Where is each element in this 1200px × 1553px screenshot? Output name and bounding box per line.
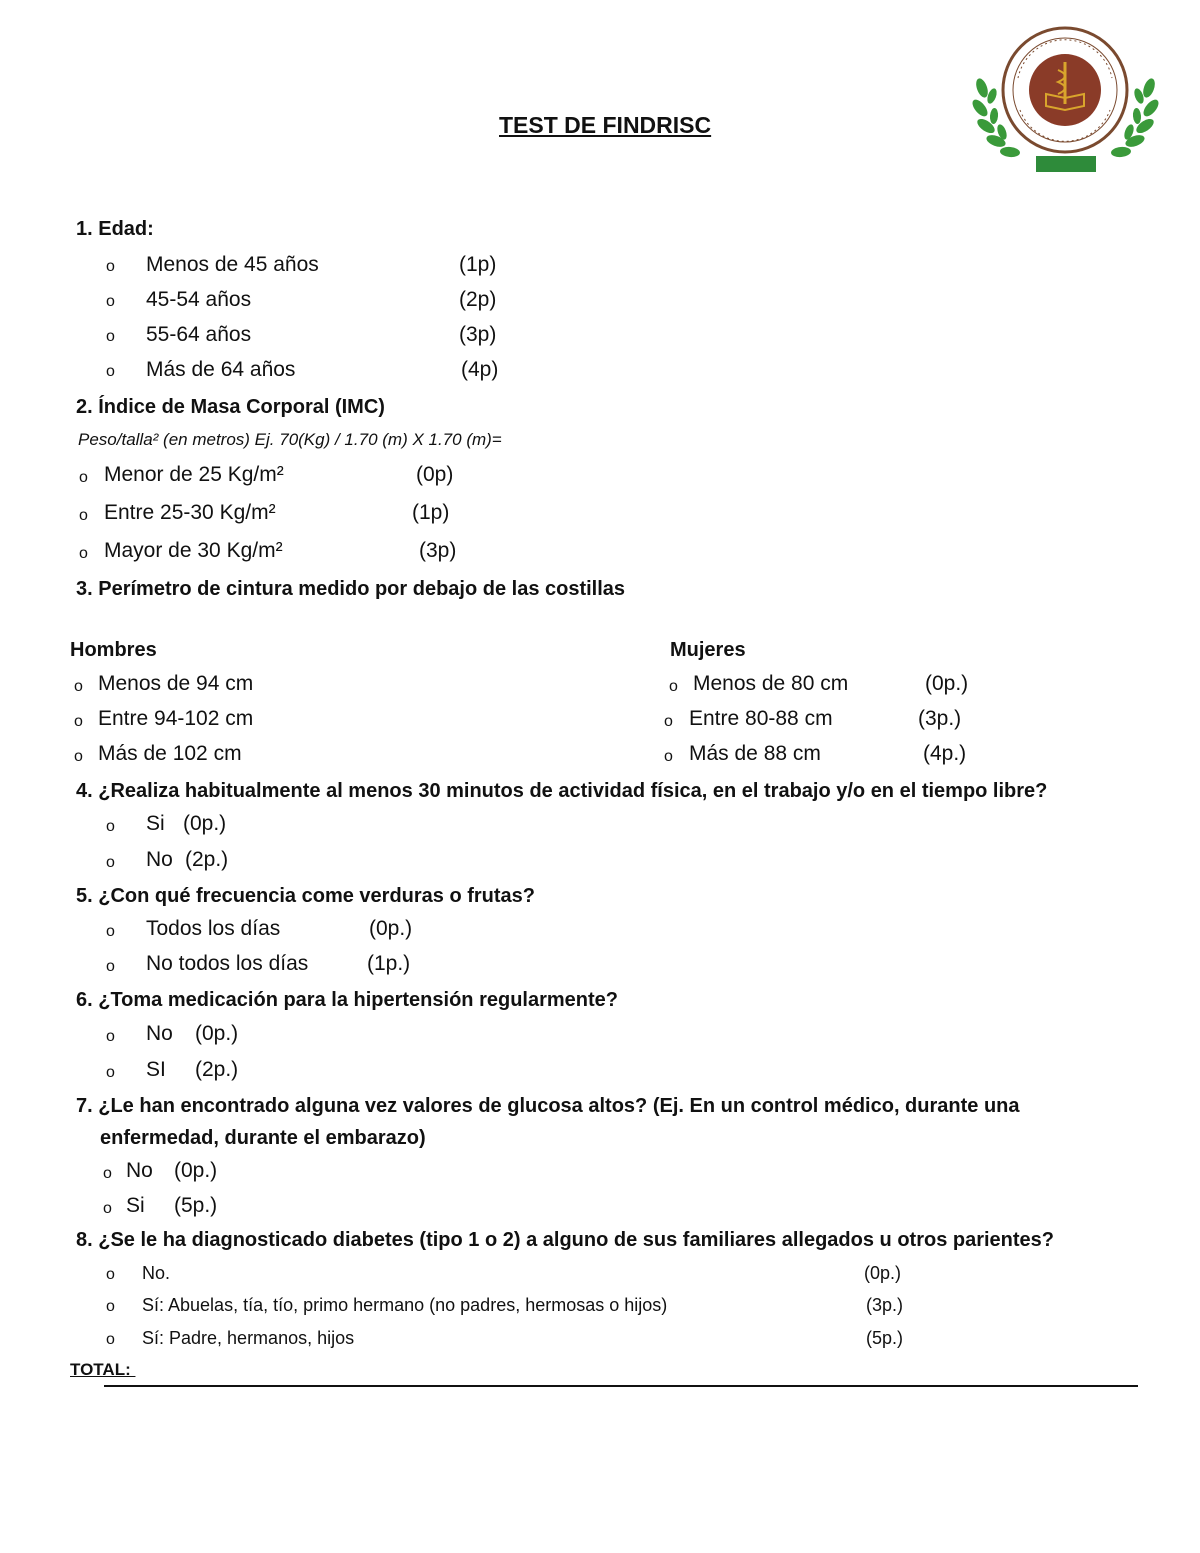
bullet-icon: o: [74, 713, 83, 730]
bullet-icon: o: [106, 854, 115, 871]
page-title: TEST DE FINDRISC: [499, 112, 712, 138]
bullet-icon: o: [664, 713, 673, 730]
q1-option-points: (3p): [459, 323, 497, 346]
q8-option-label: Sí: Padre, hermanos, hijos: [142, 1328, 355, 1348]
q1-option-label: 55-64 años: [146, 323, 252, 346]
q6-option-label: No: [146, 1022, 173, 1045]
q1-option-label: Más de 64 años: [146, 358, 296, 381]
q8-option-label: Sí: Abuelas, tía, tío, primo hermano (no padres, hermosas o hijos): [142, 1295, 668, 1315]
bullet-icon: o: [106, 293, 115, 310]
bullet-icon: o: [106, 958, 115, 975]
q2-option-points: (3p): [419, 539, 457, 562]
bullet-icon: o: [103, 1165, 112, 1182]
bullet-icon: o: [106, 328, 115, 345]
q4-title: 4. ¿Realiza habitualmente al menos 30 minutos de actividad física, en el trabajo y/o en el tiempo libre?: [76, 780, 1048, 802]
q1-option-label: Menos de 45 años: [146, 253, 319, 276]
mujeres-option-points: (0p.): [925, 672, 969, 695]
mujeres-option-points: (3p.): [918, 707, 962, 730]
q8-option-points: (5p.): [866, 1328, 904, 1348]
bullet-icon: o: [74, 678, 83, 695]
bullet-icon: o: [103, 1200, 112, 1217]
q1-option-points: (1p): [459, 253, 497, 276]
q8-option-label: No.: [142, 1263, 171, 1283]
bullet-icon: o: [106, 1028, 115, 1045]
q6-option-points: (0p.): [195, 1022, 239, 1045]
mujeres-option-label: Entre 80-88 cm: [689, 707, 833, 730]
q8-option-points: (0p.): [864, 1263, 902, 1283]
bullet-icon: o: [74, 748, 83, 765]
bullet-icon: o: [106, 1064, 115, 1081]
hombres-option-label: Entre 94-102 cm: [98, 707, 254, 730]
total-label: TOTAL:: [70, 1360, 136, 1379]
hombres-option-label: Más de 102 cm: [98, 742, 242, 765]
bullet-icon: o: [106, 1298, 115, 1315]
bullet-icon: o: [79, 469, 88, 486]
q4-option-points: (0p.): [183, 812, 227, 835]
q6-option-label: SI: [146, 1058, 166, 1081]
q5-option-label: Todos los días: [146, 917, 281, 940]
hombres-header: Hombres: [70, 639, 157, 661]
q5-option-points: (1p.): [367, 952, 411, 975]
hombres-option-label: Menos de 94 cm: [98, 672, 254, 695]
q2-option-points: (0p): [416, 463, 454, 486]
bmi-formula: Peso/talla² (en metros) Ej. 70(Kg) / 1.70 (m) X 1.70 (m)=: [78, 430, 502, 449]
q7-title: 7. ¿Le han encontrado alguna vez valores de glucosa altos? (Ej. En un control médico, durante una: [76, 1095, 1020, 1117]
q1-title: 1. Edad:: [76, 218, 154, 240]
q6-option-points: (2p.): [195, 1058, 239, 1081]
bullet-icon: o: [664, 748, 673, 765]
q7-option-points: (0p.): [174, 1159, 218, 1182]
bullet-icon: o: [106, 363, 115, 380]
q2-option-label: Mayor de 30 Kg/m²: [104, 539, 283, 562]
q1-option-points: (4p): [461, 358, 499, 381]
q2-option-label: Menor de 25 Kg/m²: [104, 463, 284, 486]
q6-title: 6. ¿Toma medicación para la hipertensión regularmente?: [76, 989, 618, 1011]
bullet-icon: o: [106, 258, 115, 275]
institution-logo: [968, 18, 1163, 178]
q8-title: 8. ¿Se le ha diagnosticado diabetes (tipo 1 o 2) a alguno de sus familiares allegados u otros parientes?: [76, 1229, 1055, 1251]
mujeres-option-label: Más de 88 cm: [689, 742, 821, 765]
q7-title-continued: enfermedad, durante el embarazo): [100, 1127, 426, 1149]
bullet-icon: o: [79, 507, 88, 524]
q7-option-label: Si: [126, 1194, 145, 1217]
bullet-icon: o: [669, 678, 678, 695]
q5-option-points: (0p.): [369, 917, 413, 940]
q1-option-label: 45-54 años: [146, 288, 252, 311]
q4-option-label: Si: [146, 812, 165, 835]
q5-title: 5. ¿Con qué frecuencia come verduras o frutas?: [76, 885, 536, 907]
bullet-icon: o: [106, 923, 115, 940]
bullet-icon: o: [106, 1331, 115, 1348]
total-line: [104, 1385, 1138, 1387]
bullet-icon: o: [106, 818, 115, 835]
q1-option-points: (2p): [459, 288, 497, 311]
q3-title: 3. Perímetro de cintura medido por debajo de las costillas: [76, 578, 626, 600]
q7-option-label: No: [126, 1159, 153, 1182]
mujeres-option-points: (4p.): [923, 742, 967, 765]
q2-option-label: Entre 25-30 Kg/m²: [104, 501, 276, 524]
q4-option-points: (2p.): [185, 848, 229, 871]
q8-option-points: (3p.): [866, 1295, 904, 1315]
q5-option-label: No todos los días: [146, 952, 309, 975]
mujeres-header: Mujeres: [670, 639, 746, 661]
mujeres-option-label: Menos de 80 cm: [693, 672, 849, 695]
q2-option-points: (1p): [412, 501, 450, 524]
q4-option-label: No: [146, 848, 173, 871]
bullet-icon: o: [79, 545, 88, 562]
q2-title: 2. Índice de Masa Corporal (IMC): [76, 396, 385, 418]
q7-option-points: (5p.): [174, 1194, 218, 1217]
bullet-icon: o: [106, 1266, 115, 1283]
